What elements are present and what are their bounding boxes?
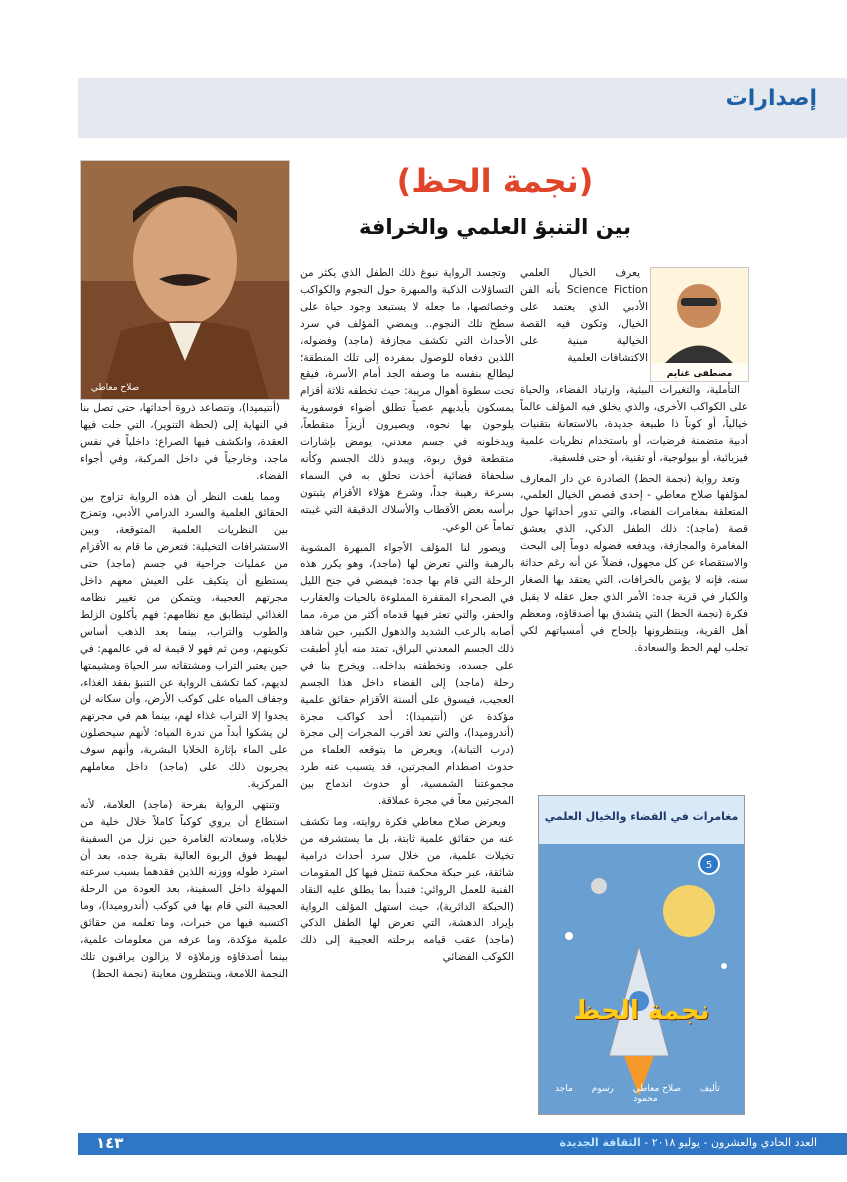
column-3	[80, 400, 288, 1125]
author-thumbnail-image	[651, 268, 748, 363]
footer-issue-line	[559, 1136, 817, 1149]
section-header-band	[78, 78, 847, 138]
book-cover	[538, 795, 745, 1115]
author-name: صلاح معاطي	[632, 1084, 682, 1094]
paragraph: ومما يلفت النظر أن هذه الرواية تزاوج بين الحقائق العلمية والسرد الدرامي الأدبي، وتمزج بين النظريات العلمية المتوقعة، وبين الاستشرافات التخيلية: فتعرض ما قام به الأقزام من عمليات جراحية في جسم (ماجد) حتى يستطيع أن يتكيف على العيش معهم داخل مجرتهم العجيبة، ويتمكن من تغيير نظامه الغذائي ليتطابق مع نظامهم: فهم يأكلون الزلط والطوب والتراب، بينما يعد الذهب أساس تكوينهم، ومن ثم فهو لا قيمة له في عالمهم: في حين يعتبر التراب ومشتقاته سر الحياة ومشيمتها لديهم، كما تكشف الرواية عن التنبؤ بفقد الغذاء، وجفاف المياه على كوكب الأرض، وأن سكانه لن يجدوا إلا التراب غذاء لهم، بينما هم في مجرتهم لن يشكوا أبداً من ندرة المياه: لأنهم سيحصلون على الماء بإثارة الخلايا البشرية، وأنهم سوف يجربون ذلك على (ماجد) داخل معاملهم المركزية.	[80, 490, 288, 790]
author-label: تأليف	[699, 1084, 720, 1094]
illustrator-name: ماجد محمود	[555, 1084, 658, 1104]
author-thumbnail	[650, 267, 749, 382]
paragraph: التأملية، والتغيرات البيئية، وارتياد الفضاء، والحياة على الكواكب الأخرى، والذي يخلق فيه المؤلف عالماً خيالياً، أو كوناً ذا طبيعة جديدة، بالاستعانة بتقنيات أدبية متضمنة فرضيات، أو باستخدام نظريات علمية فيزيائية، أو بيولوجية، أو تقنية، أو حتى فلسفية.	[520, 384, 748, 464]
illustrator-label: رسوم	[591, 1084, 614, 1094]
intro-paragraph: يعرف الخيال العلمي Science Fiction بأنه الفن الأدبي الذي يعتمد على الخيال، وتكون فيه القصة الخيالية مبنية على الاكتشافات العلمية	[520, 267, 648, 364]
portrait-caption: صلاح معاطي	[91, 383, 140, 393]
article-subtitle: بين التنبؤ العلمي والخرافة	[358, 215, 632, 239]
book-credits	[539, 1084, 744, 1104]
column-1-intro	[520, 265, 648, 375]
paragraph: وتعد رواية (نجمة الحظ) الصادرة عن دار المعارف لمؤلفها صلاح معاطي - إحدى قصص الخيال العلمي، المتعلقة بمغامرات الفضاء، والتي تدور أحداثها حول قصة (ماجد): ذلك الطفل الذكي، الذي يعشق المغامرة والمجازفة، ويدفعه فضوله دوماً إلى البحث والاستقصاء عن كل مجهول، فضلاً عن أنه رغم حداثة سنه، فإنه لا يؤمن بالخرافات، التي يعتقد بها الصغار والكبار في قرية جده: الأمر الذي جعل عقله لا يقبل فكرة (نجمة الحظ) التي يتشدق بها أصدقاؤه، ومعظم أهل القرية، وينتظرونها بإلحاح في أمسياتهم لكي تجلب لهم الحظ والسعادة.	[520, 472, 748, 654]
paragraph: وتنتهي الرواية بفرحة (ماجد) العلامة، لأنه استطاع أن يروي كوكباً كاملاً خلال خلية من خلاياه، وسعادته الغامرة حين نزل من السفينة ليهبط فوق الربوة العالية بقرية جده، بعد أن استرد طوله ووزنه اللذين فقدهما بسبب سرعته المهولة داخل السفينة، بعد العودة من الرحلة العجيبة التي قام بها في كوكب (أندروميدا)، وما اكتسبه فيها من خبرات، وما تعلمه من حقائق علمية مؤكدة، وما عرفه من معلومات علمية، بينما أصدقاؤه وزملاؤه لا يزالون يراقبون تلك النجمة اللامعة، وينتظرون معاينة (نجمة الحظ)	[80, 798, 288, 980]
page-number: ١٤٣	[96, 1134, 124, 1152]
page-footer	[78, 1133, 847, 1155]
article-title: (نجمة الحظ)	[396, 162, 594, 200]
series-badge: 5	[705, 860, 713, 871]
book-title: نجمة الحظ	[573, 996, 710, 1026]
portrait-image	[81, 161, 289, 399]
paragraph: ويعرض صلاح معاطي فكرة روايته، وما تكشف عنه من حقائق علمية ثابتة، بل ما يستشرفه من تخيلات علمية، من خلال سرد أحداث درامية شائقة، عبر حبكة محكمة تتمثل فيها كل المقومات الفنية للعمل الروائي: فتبدأ بما يطلق عليه النقاد (الحبكة الدائرية)، حيث استهل المؤلف الرواية بإيراد الدهشة، التي تعرض لها الطفل الذكي (ماجد) عقب قيامه برحلته العجيبة إلى ذلك الكوكب الفضائي	[300, 816, 514, 964]
paragraph: (أنتيميدا)، وتتصاعد ذروة أحداثها، حتى تصل بنا في النهاية إلى (لحظة التنوير)، التي حلت فيها العقدة، وانكشف فيها الصراع: داخلياً في نفس ماجد، وخارجياً في داخل المركبة، وفي أجواء الفضاء.	[80, 402, 288, 482]
book-cover-art	[539, 796, 744, 1114]
author-thumbnail-caption: مصطفى غنايم	[666, 369, 733, 379]
author-portrait-photo	[80, 160, 290, 400]
section-label: إصدارات	[725, 86, 817, 111]
paragraph: ويصور لنا المؤلف الأجواء المبهرة المشوبة بالرهبة والتي تعرض لها (ماجد)، وهو يكرر هذه الرحلة التي قام بها جده: فيمضي في جنح الليل في الصحراء المقفرة المملوءة بالحيات والعقارب والحفر، والتي تعثر فيها قدماه أكثر من مرة، مما أصابه بالرعب الشديد والذهول الكبير، حين شاهد ذلك الجسم المعدني البراق، تمتد منه أيادٍ أطبقت على جسده، وتخطفته بداخله.. ويخرج بنا في رحلة (ماجد) إلى الفضاء داخل هذا الجسم العجيب، فيسوق على ألسنة الأقزام حقائق علمية مؤكدة عن (أنتيميدا): أحد كواكب مجرة (أندروميدا)، والتي تعد أقرب المجرات إلى مجرة (درب التبانة)، ويعرض ما يتوقعه العلماء من حدوث اصطدام المجرتين، قد يتسبب عنه طرد مجموعتنا الشمسية، أو حدوث اندماج بين المجرتين معاً في مجرة عملاقة.	[300, 541, 514, 808]
magazine-name: الثقافة الجديدة	[559, 1136, 641, 1149]
paragraph: وتجسد الرواية نبوغ ذلك الطفل الذي يكثر من التساؤلات الذكية والمبهرة حول النجوم والكواكب وخصائصها، ما جعله لا يستبعد وجود حياة على سطح تلك النجوم.. ويمضي المؤلف في سرد الأحداث التي تكشف مجازفة (ماجد) وفضوله، اللذين دفعاه للوصول بمفرده إلى تلك المنطقة؛ ليطالع بنفسه ما وصفه الجد أمام الأسرة، فيقع تحت سطوة أهوال مريبة: حيث تخطفه ثلاثة أقزام يمسكون بأيديهم عصياً تطلق أضواء فوسفورية يلوحون بها نحوه، ويصيرون أزيزاً متقطعاً، ويدخلونه في جسم معدني، يومض بإشارات متقطعة فوق ربوة، ويبدو ذلك الجسم وكأنه سلحفاة فضائية أخذت تحلق به في السماء بسرعة رهيبة جداً، وشرع هؤلاء الأقزام يثبتون برأسه بعض الأقطاب والأسلاك الدقيقة التي غيبته تماماً عن الوعي.	[300, 267, 514, 533]
issue-date: العدد الحادي والعشرون - يوليو ٢٠١٨ -	[644, 1136, 817, 1149]
book-series-title: مغامرات في الفضاء والخيال العلمي	[544, 810, 739, 823]
column-1	[520, 382, 748, 862]
column-2	[300, 265, 514, 1125]
